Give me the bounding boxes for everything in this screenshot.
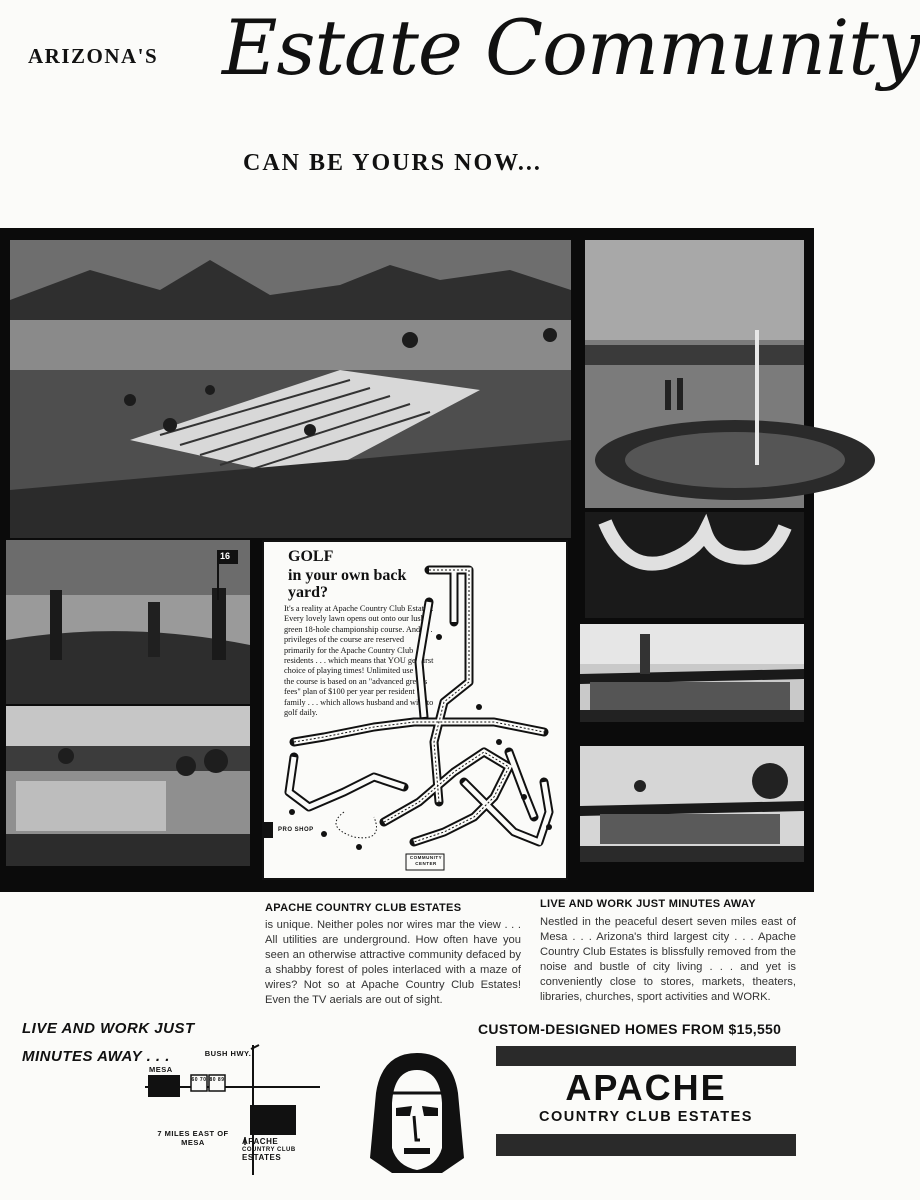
estate-label-line2: COUNTRY CLUB	[242, 1147, 296, 1153]
headline-script-title: Estate Community	[222, 3, 920, 92]
custom-homes-price: CUSTOM-DESIGNED HOMES FROM $15,550	[478, 1021, 782, 1037]
estate-label-line3: ESTATES	[242, 1153, 282, 1162]
golf-body-text: It's a reality at Apache Country Club Estates! Every lovely lawn opens out onto our lush, green 18-hole championship course. And . . . privileges of the course are reserved primarily for the Apache Country Club residents . . . which means that YOU get first choice of playing times! Unlimited use of the course is based on an "advanced greens fees" plan of $100 per year per resident family . . . which allows husband and wife to golf daily.	[284, 604, 434, 718]
logo-bar-top	[496, 1046, 796, 1066]
location-map	[145, 1045, 320, 1175]
logo-apache-title: APACHE	[565, 1067, 727, 1108]
flag-number: 16	[220, 551, 231, 561]
swimming-pool-photo	[6, 706, 250, 866]
golf-course-box	[262, 540, 568, 880]
estate-label-line1: APACHE	[242, 1137, 279, 1146]
modern-home-photo-1	[580, 624, 804, 722]
route-shield-60-70: 60 70	[191, 1077, 207, 1083]
golf-subtitle: in your own back yard?	[288, 567, 407, 601]
live-work-line1: LIVE AND WORK JUST	[22, 1020, 195, 1037]
route-shield-80-89: 80 89	[209, 1077, 225, 1083]
modern-home-photo-2	[580, 746, 804, 862]
golf-title: GOLF	[288, 548, 334, 565]
logo-subtitle: COUNTRY CLUB ESTATES	[539, 1109, 753, 1125]
headline-subtitle: CAN BE YOURS NOW...	[243, 150, 542, 176]
aerial-clubhouse-photo	[10, 240, 571, 538]
column-left-body: is unique. Neither poles nor wires mar the view . . . All utilities are underground. How often have you seen an otherwise attractive community defaced by a shabby forest of poles interlaced with a maze of wires? Not so at Apache Country Club Estates! Even the TV aerials are out of sight.	[265, 919, 521, 1006]
community-center-label: COMMUNITY CENTER	[409, 855, 443, 866]
apache-head-logo-icon	[362, 1048, 472, 1178]
column-right-body: Nestled in the peaceful desert seven miles east of Mesa . . . Arizona's third largest city . . . Apache Country Club Estates is blissfully removed from the noise and bustle of city living . . . and yet is conveniently close to stores, markets, theaters, libraries, churches, sport activities and WORK.	[540, 916, 796, 1003]
distance-label: 7 MILES EAST OF MESA	[157, 1129, 229, 1147]
column-right-heading: LIVE AND WORK JUST MINUTES AWAY	[540, 898, 756, 910]
fountain-pool-photo	[585, 240, 804, 508]
bush-hwy-label: BUSH HWY.	[204, 1049, 252, 1058]
live-work-line2: MINUTES AWAY . . .	[22, 1048, 170, 1065]
mesa-label: MESA	[149, 1065, 173, 1074]
logo-bar-bottom	[496, 1134, 796, 1156]
column-left-heading: APACHE COUNTRY CLUB ESTATES	[265, 902, 462, 914]
headline-lead: ARIZONA'S	[28, 44, 159, 68]
golfers-photo	[6, 540, 250, 704]
logo-sign-photo	[585, 512, 804, 618]
pro-shop-label: PRO SHOP	[278, 827, 314, 833]
